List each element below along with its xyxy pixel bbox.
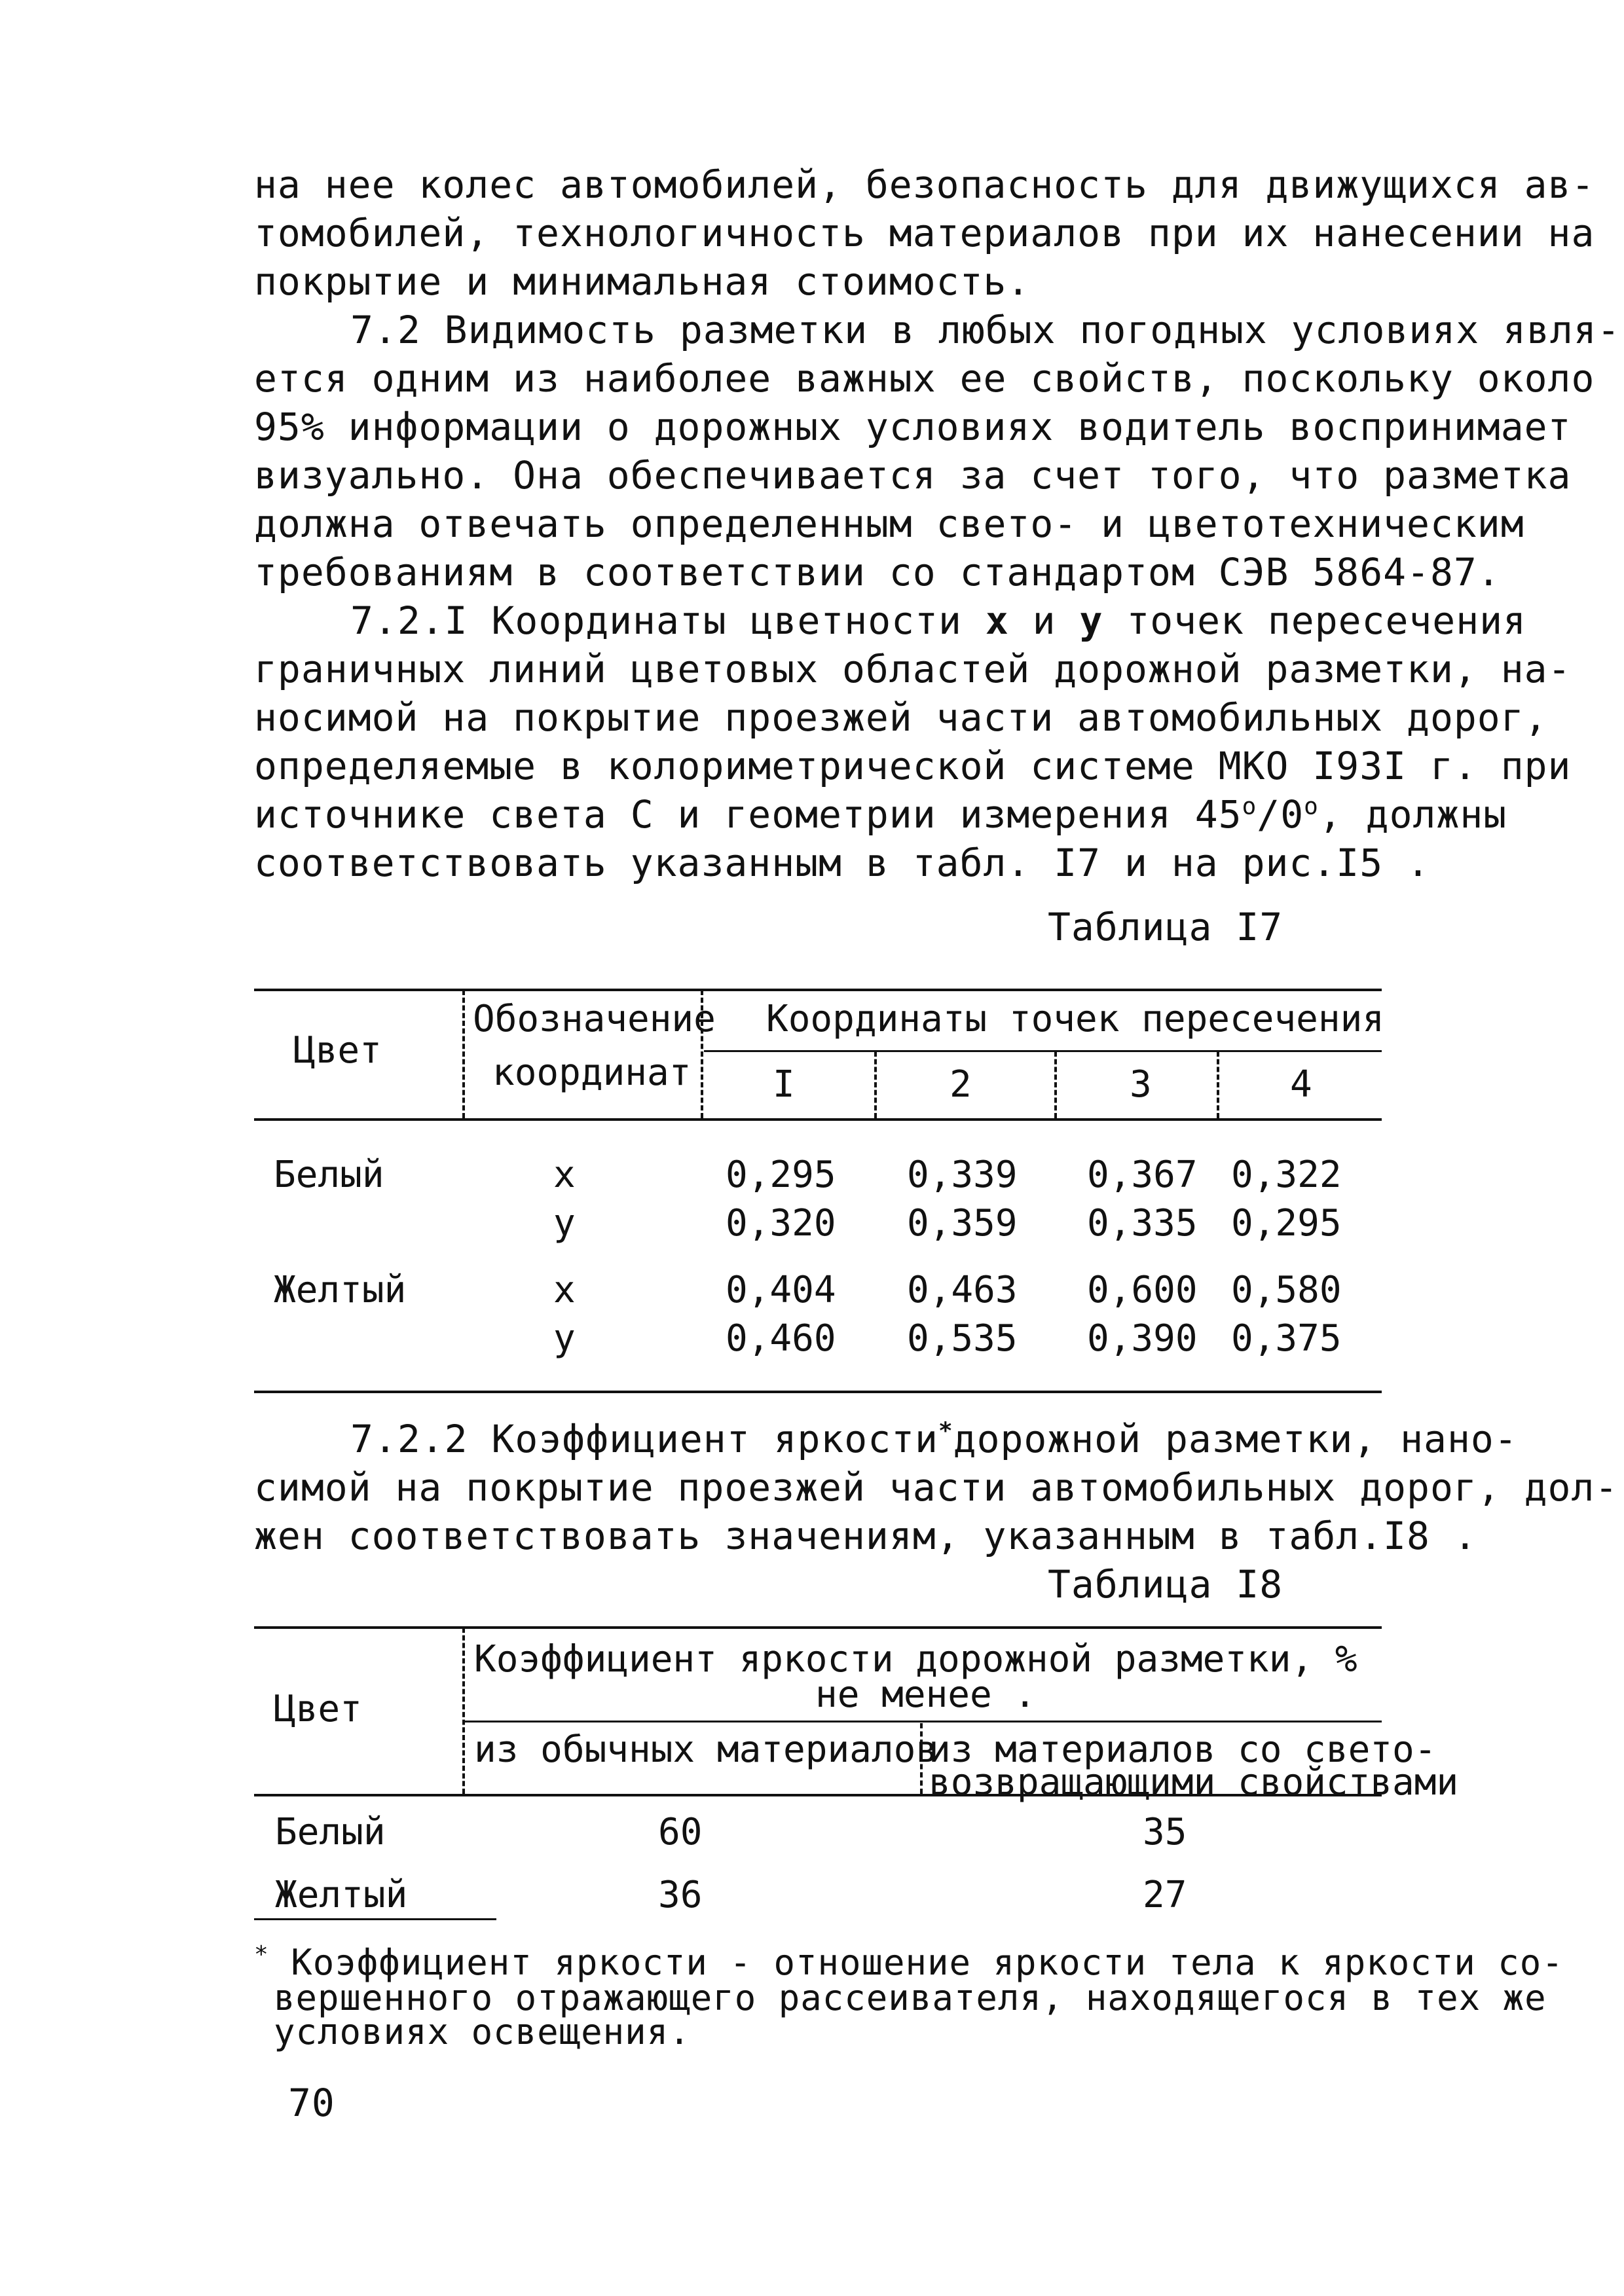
footnote-marker: * (938, 1417, 953, 1445)
table17-top-rule (254, 989, 1382, 991)
page-number: 70 (288, 2081, 335, 2125)
text-line: визуально. Она обеспечивается за счет того, что разметка (254, 453, 1572, 498)
table17-header-point-num: I (773, 1063, 795, 1106)
text-span: источнике света С и геометрии измерения 45 (254, 792, 1242, 837)
table18-cell-value: 60 (658, 1811, 703, 1853)
text-line (350, 598, 1526, 643)
table18-header-main: не менее . (815, 1673, 1037, 1716)
table18-cell-color: Желтый (275, 1874, 408, 1916)
text-line: 7.2 Видимость разметки в любых погодных условиях явля- (350, 308, 1621, 352)
table18-header-subrule (465, 1721, 1382, 1722)
table17-header-coord: координат (492, 1051, 692, 1094)
table17-col-divider (462, 990, 465, 1118)
table18-cell-value: 35 (1143, 1811, 1187, 1853)
table17-caption: Таблица I7 (1048, 905, 1283, 949)
text-line: жен соответствовать значениям, указанным в табл.I8 . (254, 1514, 1477, 1558)
table17-header-points: Координаты точек пересечения (766, 998, 1385, 1040)
table17-cell-value: 0,335 (1087, 1202, 1198, 1245)
text-line: должна отвечать определенным свето- и цветотехническим (254, 501, 1524, 546)
table18-header-sub: возвращающими свойствами (929, 1761, 1459, 1804)
text-span: дорожной разметки, нано- (953, 1417, 1518, 1461)
text-line: покрытие и минимальная стоимость. (254, 259, 1031, 304)
footnote-line: условиях освещения. (274, 2011, 691, 2052)
table18-header-main: Коэффициент яркости дорожной разметки, % (474, 1638, 1357, 1681)
table17-cell-coord: y (553, 1317, 576, 1360)
table17-cell-color: Желтый (274, 1269, 407, 1311)
text-line (254, 792, 1507, 837)
footnote-marker: * (254, 1941, 269, 1968)
text-span: , должны (1318, 792, 1507, 837)
table18-header-color: Цвет (274, 1688, 362, 1730)
text-line: соответствовать указанным в табл. I7 и на рис.I5 . (254, 841, 1430, 885)
table17-cell-value: 0,367 (1087, 1154, 1198, 1196)
table17-cell-value: 0,404 (726, 1269, 836, 1311)
table17-cell-value: 0,295 (1231, 1202, 1342, 1245)
table18-cell-color: Белый (275, 1811, 386, 1853)
table18-header-sub: из материалов со свето- (929, 1728, 1437, 1771)
table17-cell-value: 0,390 (1087, 1317, 1198, 1360)
table17-cell-value: 0,463 (907, 1269, 1018, 1311)
table17-header-bottom-rule (254, 1118, 1382, 1121)
table17-cell-value: 0,600 (1087, 1269, 1198, 1311)
table17-header-coord: Обозначение (473, 998, 716, 1040)
table17-cell-value: 0,359 (907, 1202, 1018, 1245)
table18-cell-value: 27 (1143, 1874, 1187, 1916)
table17-header-point-num: 2 (950, 1063, 972, 1106)
text-line: симой на покрытие проезжей части автомобильных дорог, дол- (254, 1465, 1619, 1510)
table17-cell-value: 0,535 (907, 1317, 1018, 1360)
text-line: граничных линий цветовых областей дорожной разметки, на- (254, 647, 1572, 691)
symbol-y: y (1079, 598, 1103, 643)
table17-header-subrule (704, 1050, 1382, 1052)
table17-cell-value: 0,375 (1231, 1317, 1342, 1360)
footnote-rule (254, 1918, 496, 1920)
table17-cell-value: 0,295 (726, 1154, 836, 1196)
text-span: /0 (1257, 792, 1304, 837)
table18-cell-value: 36 (658, 1874, 703, 1916)
text-span: 7.2.2 Коэффициент яркости (350, 1417, 938, 1461)
table17-header-point-num: 4 (1290, 1063, 1312, 1106)
text-line (350, 1417, 1518, 1461)
text-span: 7.2.I Координаты цветности (350, 598, 986, 643)
degree-superscript: о (1304, 793, 1319, 820)
text-line: на нее колес автомобилей, безопасность для движущихся ав- (254, 162, 1595, 207)
text-line: томобилей, технологичность материалов при их нанесении на (254, 211, 1595, 255)
table17-col-divider (1054, 1051, 1057, 1118)
text-span: точек пересечения (1103, 598, 1526, 643)
table18-header-sub: из обычных материалов (474, 1728, 938, 1771)
degree-superscript: о (1242, 793, 1257, 820)
footnote-line: вершенного отражающего рассеивателя, находящегося в тех же (274, 1977, 1547, 2018)
table18-caption: Таблица I8 (1048, 1562, 1283, 1607)
table17-cell-coord: y (553, 1202, 576, 1245)
table17-cell-color: Белый (274, 1154, 384, 1196)
symbol-x: x (985, 598, 1009, 643)
text-line: носимой на покрытие проезжей части автомобильных дорог, (254, 695, 1548, 740)
text-line: ется одним из наиболее важных ее свойств, поскольку около (254, 356, 1595, 401)
table17-cell-coord: x (553, 1154, 576, 1196)
table17-cell-value: 0,339 (907, 1154, 1018, 1196)
table17-col-divider (1217, 1051, 1219, 1118)
table17-cell-value: 0,322 (1231, 1154, 1342, 1196)
table17-header-point-num: 3 (1130, 1063, 1152, 1106)
table17-cell-value: 0,580 (1231, 1269, 1342, 1311)
text-line: 95% информации о дорожных условиях водитель воспринимает (254, 405, 1572, 449)
text-line: определяемые в колориметрической системе МКО I93I г. при (254, 744, 1572, 788)
table17-cell-value: 0,320 (726, 1202, 836, 1245)
table17-cell-coord: x (553, 1269, 576, 1311)
table17-header-color: Цвет (293, 1029, 382, 1072)
text-span: Коэффициент яркости - отношение яркости тела к яркости со- (291, 1942, 1564, 1983)
table17-col-divider (874, 1051, 877, 1118)
text-span: и (1008, 598, 1080, 643)
table18-col-divider (462, 1628, 465, 1794)
table17-cell-value: 0,460 (726, 1317, 836, 1360)
table18-top-rule (254, 1626, 1382, 1629)
text-line: требованиям в соответствии со стандартом СЭВ 5864-87. (254, 550, 1501, 594)
table17-bottom-rule (254, 1391, 1382, 1393)
